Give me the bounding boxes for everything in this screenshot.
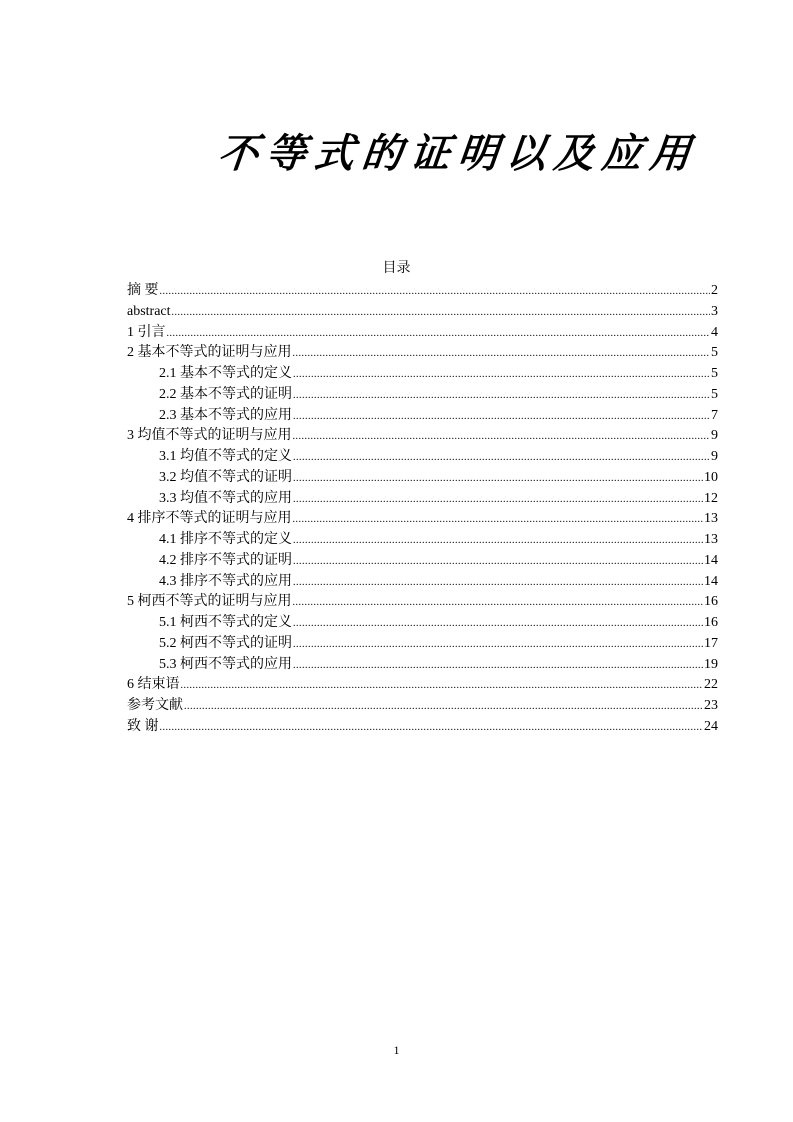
toc-leader-dots [293, 614, 703, 635]
toc-entry-label: 1 引言 [127, 324, 166, 340]
toc-entry-label: 3 均值不等式的证明与应用 [127, 428, 292, 444]
toc-leader-dots [181, 676, 704, 697]
toc-entry[interactable] [127, 447, 718, 468]
toc-leader-dots [167, 324, 711, 345]
toc-entry[interactable] [127, 406, 718, 427]
toc-leader-dots [293, 365, 710, 386]
toc-entry[interactable] [127, 572, 718, 593]
toc-entry-page: 13 [704, 511, 718, 527]
toc-entry[interactable] [127, 592, 718, 613]
toc-entry[interactable] [127, 675, 718, 696]
toc-entry[interactable] [127, 385, 718, 406]
toc-entry-page: 13 [704, 532, 718, 547]
toc-entry[interactable] [127, 489, 718, 510]
toc-entry[interactable] [127, 302, 718, 323]
toc-leader-dots [293, 386, 710, 407]
toc-entry-page: 24 [704, 718, 718, 734]
toc-entry-page: 16 [704, 615, 718, 630]
toc-entry[interactable] [127, 468, 718, 489]
toc-entry-label: 参考文献 [127, 698, 183, 713]
toc-entry-label: 致 谢 [127, 718, 159, 734]
toc-entry-label: 摘 要 [127, 283, 159, 298]
toc-leader-dots [293, 407, 710, 428]
toc-entry[interactable] [127, 364, 718, 385]
toc-leader-dots [293, 510, 704, 531]
toc-entry[interactable] [127, 323, 718, 344]
toc-leader-dots [293, 552, 703, 573]
toc-entry-page: 3 [711, 303, 718, 319]
toc-leader-dots [293, 344, 711, 365]
toc-entry[interactable] [127, 655, 718, 676]
toc-entry-label: 3.3 均值不等式的应用 [159, 490, 292, 506]
toc-leader-dots [172, 303, 710, 324]
toc-leader-dots [293, 427, 711, 448]
toc-entry[interactable] [127, 426, 718, 447]
toc-entry-label: 5.3 柯西不等式的应用 [159, 656, 292, 672]
toc-entry-page: 14 [704, 573, 718, 589]
toc-heading: 目录 [382, 261, 411, 276]
toc-leader-dots [293, 635, 703, 656]
toc-entry-label: 5.2 柯西不等式的证明 [159, 635, 292, 651]
toc-entry-page: 10 [704, 469, 718, 485]
toc-leader-dots [184, 697, 703, 718]
toc-entry-label: 4 排序不等式的证明与应用 [127, 511, 292, 527]
toc-entry-page: 9 [711, 428, 718, 444]
toc-leader-dots [160, 282, 711, 303]
toc-leader-dots [293, 490, 703, 511]
toc-entry-page: 22 [704, 677, 718, 693]
toc-entry-label: 4.2 排序不等式的证明 [159, 552, 292, 568]
toc-leader-dots [293, 469, 703, 490]
toc-leader-dots [293, 593, 704, 614]
toc-entry[interactable] [127, 717, 718, 738]
toc-entry[interactable] [127, 551, 718, 572]
toc-entry-label: 6 结束语 [127, 677, 180, 693]
toc-entry-label: 4.3 排序不等式的应用 [159, 573, 292, 589]
toc-entry-label: 2.2 基本不等式的证明 [159, 386, 292, 402]
toc-entry-page: 16 [704, 594, 718, 610]
toc-entry-page: 23 [704, 698, 718, 713]
toc-leader-dots [293, 531, 703, 552]
toc-entry-page: 17 [704, 635, 718, 651]
toc-entry[interactable] [127, 634, 718, 655]
toc-entry-label: 2.3 基本不等式的应用 [159, 407, 292, 423]
toc-leader-dots [160, 718, 704, 739]
toc-entry-page: 2 [711, 283, 718, 298]
toc-entry[interactable] [127, 509, 718, 530]
toc-entry-page: 5 [711, 345, 718, 361]
toc-entry[interactable] [127, 696, 718, 717]
toc-entry-label: abstract [127, 303, 171, 319]
toc-entry-page: 9 [711, 449, 718, 464]
page-number: 1 [393, 1043, 400, 1057]
toc-entry-label: 5.1 柯西不等式的定义 [159, 615, 292, 630]
toc-entry-label: 3.2 均值不等式的证明 [159, 469, 292, 485]
toc-entry-page: 4 [711, 324, 718, 340]
toc-leader-dots [293, 656, 703, 677]
toc-entry-page: 7 [711, 407, 718, 423]
toc-entry-label: 4.1 排序不等式的定义 [159, 532, 292, 547]
toc-entry[interactable] [127, 530, 718, 551]
toc-leader-dots [293, 573, 703, 594]
toc-entry-page: 19 [704, 656, 718, 672]
toc-entry[interactable] [127, 281, 718, 302]
toc-entry-page: 5 [711, 386, 718, 402]
table-of-contents [127, 281, 718, 738]
document-title: 不等式的证明以及应用 [215, 130, 701, 177]
toc-entry-page: 5 [711, 366, 718, 381]
toc-entry-label: 3.1 均值不等式的定义 [159, 449, 292, 464]
toc-entry[interactable] [127, 613, 718, 634]
toc-entry-page: 12 [704, 490, 718, 506]
toc-leader-dots [293, 448, 710, 469]
toc-entry[interactable] [127, 343, 718, 364]
toc-entry-label: 5 柯西不等式的证明与应用 [127, 594, 292, 610]
toc-entry-label: 2 基本不等式的证明与应用 [127, 345, 292, 361]
toc-entry-label: 2.1 基本不等式的定义 [159, 366, 292, 381]
toc-entry-page: 14 [704, 552, 718, 568]
